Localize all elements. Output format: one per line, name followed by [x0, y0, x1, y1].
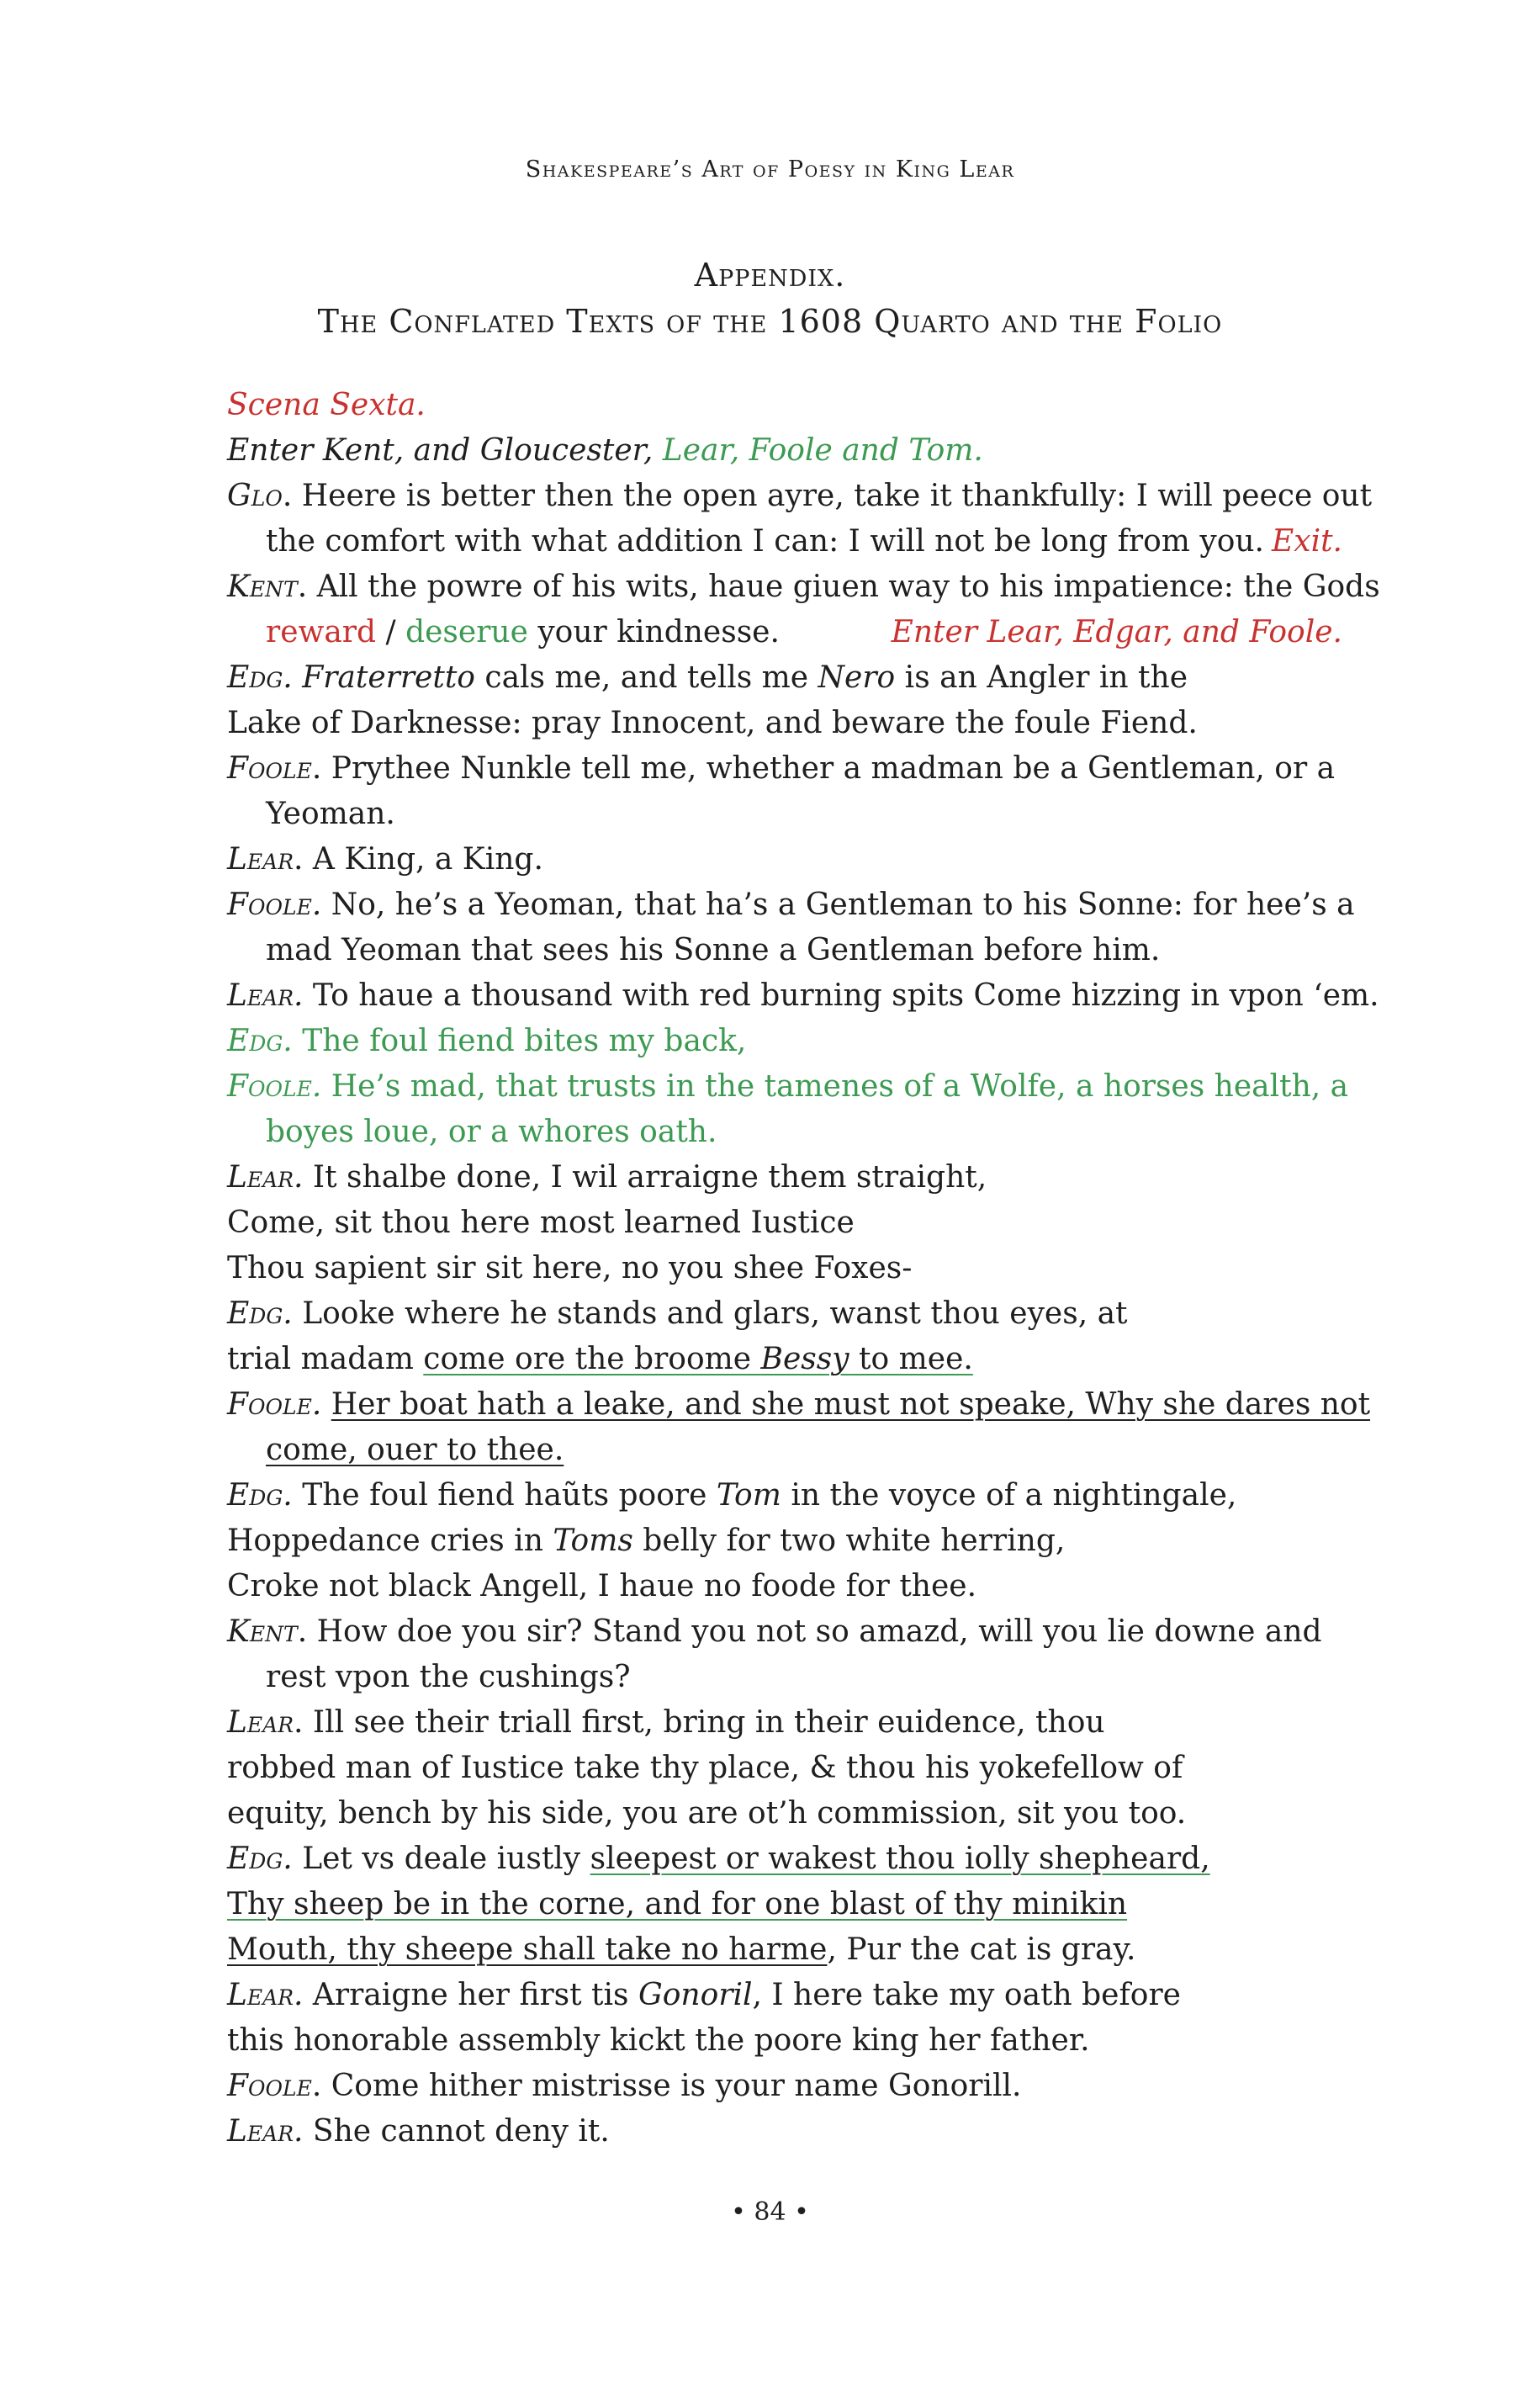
speech-line: [227, 1473, 1342, 1518]
speech-line: [227, 837, 1342, 882]
folio-variant: deserue: [405, 615, 528, 649]
speech-text: cals me, and tells me: [474, 660, 818, 695]
speech-line: [227, 1609, 1342, 1655]
speaker-foole: Foole.: [227, 1387, 322, 1422]
scene-heading: Scena Sexta.: [227, 388, 426, 422]
speech-text: in the voyce of a nightingale,: [781, 1478, 1237, 1513]
speech-line: Lake of Darknesse: pray Innocent, and beware the foule Fiend.: [227, 706, 1198, 740]
speech-text: , I here take my oath before: [752, 1978, 1181, 2012]
italic-name: Tom: [716, 1478, 781, 1513]
speaker-glo: Glo: [227, 479, 283, 513]
speaker-edg: Edg.: [227, 660, 293, 695]
speaker-edg: Edg.: [227, 1842, 293, 1876]
speech-line: Come, sit thou here most learned Iustice: [227, 1206, 855, 1240]
speech-line: [227, 2109, 1342, 2154]
italic-name: Nero: [818, 660, 896, 695]
speech-text: She cannot deny it.: [303, 2114, 610, 2149]
speaker-foole: Foole: [227, 751, 312, 786]
speech-text: Looke where he stands and glars, wanst thou eyes, at: [292, 1296, 1128, 1331]
speech-text: The foul fiend haũts poore: [292, 1478, 717, 1513]
speech-line: [227, 474, 1373, 519]
speech-line: [227, 1155, 1342, 1200]
speech-line: equity, bench by his side, you are ot’h commission, sit you too.: [227, 1796, 1187, 1831]
stage-direction-entry: [227, 428, 1342, 474]
speech-line: [227, 1428, 1342, 1473]
folio-speech-line: [227, 1064, 1349, 1110]
page-number: • 84 •: [731, 2197, 809, 2227]
speaker-lear: Lear.: [227, 1160, 304, 1195]
speaker-foole: Foole.: [227, 888, 322, 922]
speech-line: [227, 1518, 1342, 1564]
speech-text: . Ill see their triall first, bring in their euidence, thou: [294, 1705, 1105, 1740]
speaker-edg: Edg.: [227, 1296, 293, 1331]
speech-line: [227, 1700, 1342, 1746]
speech-text: . All the powre of his wits, haue giuen way to his impatience: the Gods: [297, 570, 1380, 604]
speech-text: . Heere is better then the open ayre, take it thankfully: I will peece out: [282, 479, 1373, 513]
speech-text: To haue a thousand with red burning spits Come hizzing in vpon ‘em.: [303, 978, 1379, 1013]
running-head: Shakespeare’s Art of Poesy in King Lear: [525, 156, 1015, 183]
speech-line: [227, 610, 1342, 655]
play-text: [227, 383, 1380, 2154]
speech-line: rest vpon the cushings?: [266, 1660, 631, 1694]
speaker-lear: Lear.: [227, 2114, 304, 2149]
folio-speech-line: [227, 1019, 1342, 1064]
speech-text: Let vs deale iustly: [292, 1842, 590, 1876]
speech-line: mad Yeoman that sees his Sonne a Gentleman before him.: [266, 933, 1161, 967]
speech-line: [227, 519, 1342, 564]
speaker-lear: Lear: [227, 1705, 294, 1740]
speech-text: Arraigne her first tis: [303, 1978, 638, 2012]
speech-text: It shalbe done, I wil arraigne them straight,: [303, 1160, 987, 1195]
speaker-kent: Kent: [227, 570, 298, 604]
speech-line: [227, 564, 1380, 610]
italic-name: Toms: [553, 1524, 633, 1558]
speech-line: [227, 973, 1379, 1019]
song-text: sleepest or wakest thou iolly shepheard,: [590, 1842, 1210, 1876]
speech-line: Thou sapient sir sit here, no you shee Foxes-: [227, 1251, 913, 1285]
speech-text: He’s mad, that trusts in the tamenes of a Wolfe, a horses health, a: [321, 1069, 1349, 1104]
speech-line: [227, 1337, 1342, 1382]
speech-text: [321, 1387, 331, 1422]
speech-line: [227, 2064, 1342, 2109]
speech-text: No, he’s a Yeoman, that ha’s a Gentleman to his Sonne: for hee’s a: [321, 888, 1355, 922]
speaker-foole: Foole.: [227, 1069, 322, 1104]
speech-line: [227, 1927, 1342, 1973]
speaker-edg: Edg.: [227, 1478, 293, 1513]
song-underlined: [423, 1342, 973, 1376]
song-text: come ore the broome: [423, 1342, 761, 1376]
italic-name: Bessy: [760, 1342, 849, 1376]
speech-text: . How doe you sir? Stand you not so amazd, will you lie downe and: [297, 1614, 1322, 1649]
speech-line: [227, 1836, 1342, 1882]
stage-direction-enter: Enter Lear, Edgar, and Foole.: [891, 615, 1342, 649]
speech-text: . Come hither mistrisse is your name Gonorill.: [311, 2069, 1022, 2103]
speech-line: Croke not black Angell, I haue no foode for thee.: [227, 1569, 977, 1603]
speech-line: [227, 1291, 1342, 1337]
speech-text: is an Angler in the: [895, 660, 1188, 695]
song-text: Her boat hath a leake, and she must not speake, Why she dares not: [331, 1387, 1371, 1422]
song-text: Mouth, thy sheepe shall take no harme: [227, 1932, 828, 1967]
song-text: come, ouer to thee.: [266, 1433, 564, 1467]
speech-line: Yeoman.: [266, 797, 395, 831]
speech-text: your kindnesse.: [527, 615, 780, 649]
speech-line: this honorable assembly kickt the poore king her father.: [227, 2023, 1090, 2058]
stage-direction-exit: Exit.: [1271, 524, 1342, 559]
speech-text: [293, 660, 302, 695]
speaker-lear: Lear.: [227, 978, 304, 1013]
speech-text: the comfort with what addition I can: I will not be long from you.: [266, 524, 1264, 559]
song-text: to mee.: [849, 1342, 973, 1376]
entry-folio-text: Lear, Foole and Tom.: [662, 433, 983, 468]
speaker-lear: Lear.: [227, 1978, 304, 2012]
speaker-foole: Foole: [227, 2069, 312, 2103]
title-line-2: The Conflated Texts of the 1608 Quarto and the Folio: [317, 303, 1223, 340]
speech-text: , Pur the cat is gray.: [827, 1932, 1136, 1967]
speech-line: [227, 882, 1355, 928]
speaker-lear: Lear: [227, 842, 294, 877]
italic-name: Fraterretto: [302, 660, 475, 695]
speech-text: The foul fiend bites my back,: [292, 1024, 747, 1058]
variant-separator: /: [376, 615, 406, 649]
speaker-kent: Kent: [227, 1614, 298, 1649]
folio-speech-line: boyes loue, or a whores oath.: [266, 1115, 717, 1149]
quarto-variant: reward: [266, 615, 377, 649]
speech-text: . A King, a King.: [294, 842, 543, 877]
italic-name: Gonoril: [638, 1978, 753, 2012]
title-line-1: Appendix.: [694, 257, 846, 294]
speaker-edg: Edg.: [227, 1024, 293, 1058]
speech-text: Hoppedance cries in: [227, 1524, 553, 1558]
speech-line: robbed man of Iustice take thy place, & thou his yokefellow of: [227, 1751, 1183, 1785]
speech-line: [227, 746, 1342, 792]
entry-text: Enter Kent, and Gloucester,: [227, 433, 663, 468]
speech-line: [227, 1382, 1371, 1428]
speech-text: belly for two white herring,: [632, 1524, 1066, 1558]
song-text: Thy sheep be in the corne, and for one blast of thy minikin: [227, 1887, 1128, 1921]
speech-text: trial madam: [227, 1342, 424, 1376]
appendix-title: [0, 252, 1540, 345]
speech-line: [227, 655, 1342, 701]
speech-text: . Prythee Nunkle tell me, whether a madman be a Gentleman, or a: [311, 751, 1336, 786]
speech-line: [227, 1973, 1342, 2018]
speech-line: [227, 1882, 1342, 1927]
